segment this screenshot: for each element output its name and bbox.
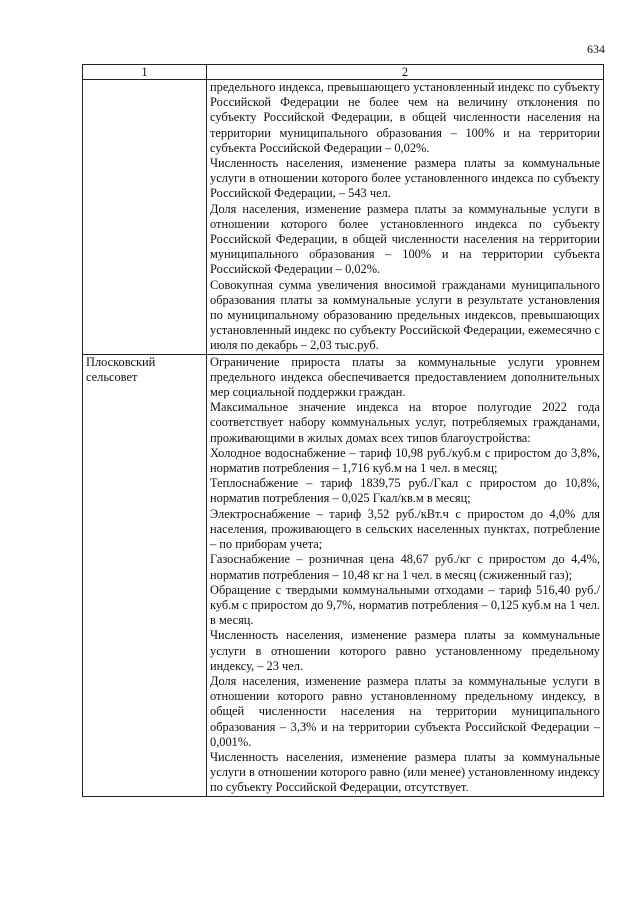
table-row bbox=[83, 80, 604, 355]
paragraph: Максимальное значение индекса на второе полугодие 2022 года соответствует набору коммунальных услуг, потребляемых гражданами, проживающими в жилых домах всех типов благоустройства: bbox=[210, 400, 600, 445]
page-number: 634 bbox=[587, 42, 605, 56]
paragraph: Газоснабжение – розничная цена 48,67 руб./кг с приростом до 4,4%, норматив потребления – 10,48 кг на 1 чел. в месяц (сжиженный газ); bbox=[210, 552, 600, 582]
paragraph: Холодное водоснабжение – тариф 10,98 руб./куб.м с приростом до 3,8%, норматив потребления – 1,716 куб.м на 1 чел. в месяц; bbox=[210, 445, 600, 476]
paragraph: Ограничение прироста платы за коммунальные услуги уровнем предельного индекса обеспечивается предоставлением дополнительных мер социальной поддержки граждан. bbox=[210, 354, 600, 400]
paragraph: Численность населения, изменение размера платы за коммунальные услуги в отношении которого равно установленному предельному индексу, – 23 чел. bbox=[210, 628, 600, 673]
paragraph: Доля населения, изменение размера платы за коммунальные услуги в отношении которого более установленного индекса по субъекту Российской Федерации, в общей численности населения на территории муниципального образования – 100% и на территории субъекта Российской Федерации – 0,02%. bbox=[210, 201, 600, 277]
paragraph: Численность населения, изменение размера платы за коммунальные услуги в отношении которого равно (или менее) установленному индексу по субъекту Российской Федерации, отсутствует. bbox=[210, 749, 600, 795]
table-header-row bbox=[83, 65, 604, 80]
municipality-name-cell bbox=[83, 80, 207, 355]
paragraph: Электроснабжение – тариф 3,52 руб./кВт.ч с приростом до 4,0% для населения, проживающего в сельских населенных пунктах, потребление – по приборам учета; bbox=[210, 506, 600, 552]
paragraph: Доля населения, изменение размера платы за коммунальные услуги в отношении которого равно установленному предельному индексу, в общей численности населения на территории муниципального образования – 3,3% и на территории субъекта Российской Федерации – 0,001%. bbox=[210, 673, 600, 749]
paragraph: Совокупная сумма увеличения вносимой гражданами муниципального образования платы за коммунальные услуги в результате установления по муниципальному образованию предельных индексов, превышающих установленный индекс по субъекту Российской Федерации, ежемесячно с июля по декабрь – 2,03 тыс.руб. bbox=[210, 277, 601, 353]
paragraph: Обращение с твердыми коммунальными отходами – тариф 516,40 руб./куб.м с приростом до 9,7%, норматив потребления – 0,125 куб.м на 1 чел. в месяц. bbox=[210, 582, 600, 628]
document-table bbox=[82, 64, 604, 797]
paragraph: Численность населения, изменение размера платы за коммунальные услуги в отношении которого более установленного индекса по субъекту Российской Федерации, – 543 чел. bbox=[210, 156, 600, 201]
description-cell bbox=[207, 354, 604, 796]
paragraph: Теплоснабжение – тариф 1839,75 руб./Гкал с приростом до 10,8%, норматив потребления – 0,025 Гкал/кв.м в месяц; bbox=[210, 476, 600, 506]
description-cell bbox=[207, 80, 604, 355]
table-row bbox=[83, 354, 604, 796]
municipality-name-cell: Плосковский сельсовет bbox=[83, 354, 207, 796]
column-header-2: 2 bbox=[207, 65, 604, 80]
paragraph: предельного индекса, превышающего установленный индекс по субъекту Российской Федерации не более чем на величину отклонения по субъекту Российской Федерации, в общей численности населения на территории муниципального образования – 100% и на территории субъекта Российской Федерации – 0,02%. bbox=[210, 80, 600, 155]
column-header-1: 1 bbox=[83, 65, 207, 80]
